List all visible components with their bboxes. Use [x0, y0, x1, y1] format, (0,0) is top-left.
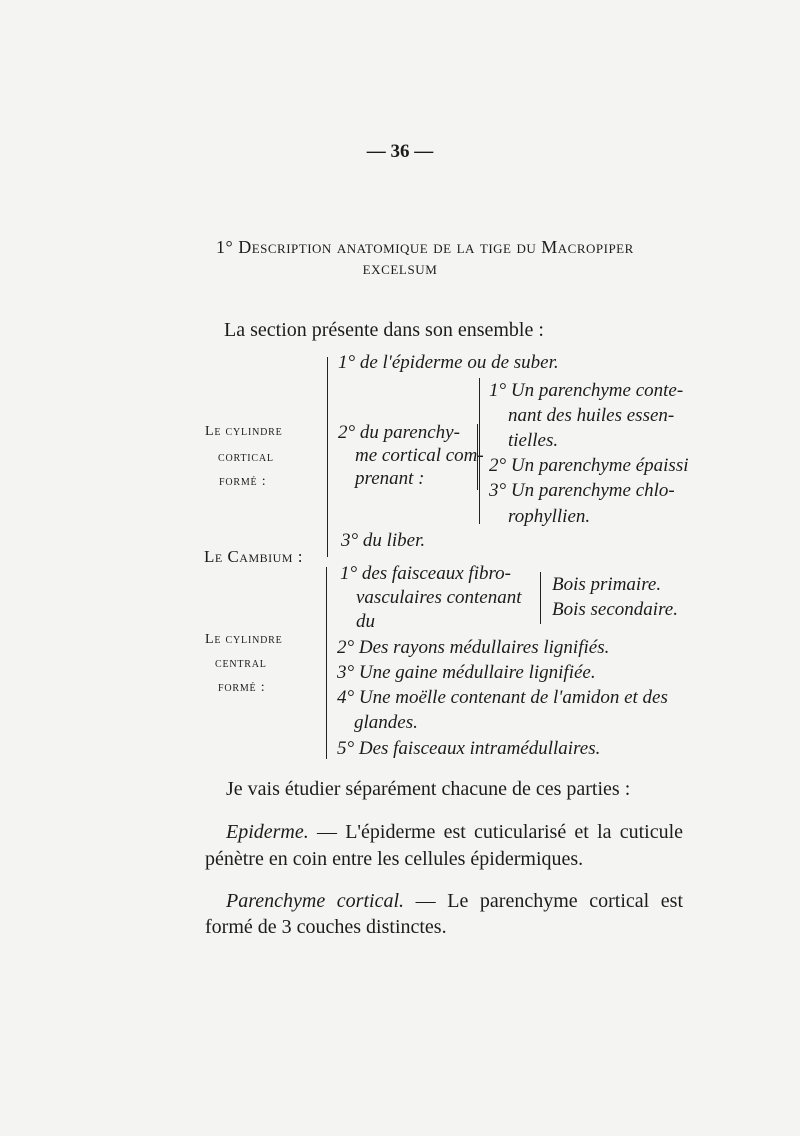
parenchyma-sub-3-line2: rophyllien.: [508, 506, 591, 527]
parenchyma-sub-1-line3: tielles.: [508, 430, 559, 451]
wood-secondary: Bois secondaire.: [552, 599, 678, 620]
section-heading: 1° Description anatomique de la tige du Macropiper: [216, 237, 634, 257]
cortical-brace: [327, 357, 332, 557]
central-item-4-line2: glandes.: [354, 712, 418, 733]
parenchyma-sub-1-line1: 1° Un parenchyme conte-: [489, 380, 684, 401]
cortical-label-line3: formé :: [219, 474, 267, 489]
central-item-1-line3: du: [356, 611, 375, 632]
parenchyma-brace-right: [473, 424, 478, 490]
parenchyme-text-1: — Le parenchyme cortical est: [415, 890, 684, 912]
cortical-label-line1: Le cylindre: [205, 424, 283, 439]
page-number: — 36 —: [366, 141, 434, 162]
cortical-item-2-line3: prenant :: [355, 468, 425, 489]
cortical-item-2-line2: me cortical com-: [355, 445, 484, 466]
epiderme-paragraph-line2: pénètre en coin entre les cellules épidermiques.: [205, 848, 584, 870]
epiderme-text-1: — L'épiderme est cuticularisé et la cuticule: [316, 821, 684, 843]
wood-brace: [540, 572, 545, 624]
section-heading-continued: EXCELSUM: [362, 262, 438, 277]
cambium-label: Le Cambium :: [204, 547, 303, 566]
intro-sentence: La section présente dans son ensemble :: [224, 319, 544, 341]
central-item-1-line2: vasculaires contenant: [356, 587, 522, 608]
cortical-item-1: 1° de l'épiderme ou de suber.: [338, 352, 559, 373]
parenchyme-paragraph-line1: [226, 890, 683, 913]
parenchyma-brace-left: [479, 378, 484, 524]
parenchyme-title: Parenchyme cortical.: [226, 890, 405, 912]
cortical-item-3: 3° du liber.: [341, 530, 426, 551]
epiderme-paragraph-line1: [226, 821, 683, 844]
central-item-3: 3° Une gaine médullaire lignifiée.: [337, 662, 596, 683]
parenchyma-sub-1-line2: nant des huiles essen-: [508, 405, 675, 426]
parenchyma-sub-3-line1: 3° Un parenchyme chlo-: [489, 480, 675, 501]
parenchyme-paragraph-line2: formé de 3 couches distinctes.: [205, 916, 447, 938]
central-label-line1: Le cylindre: [205, 632, 283, 647]
central-item-1-line1: 1° des faisceaux fibro-: [340, 563, 511, 584]
central-label-line2: central: [215, 656, 267, 671]
cortical-item-2-line1: 2° du parenchy-: [338, 422, 460, 443]
central-label-line3: formé :: [218, 680, 266, 695]
central-brace: [326, 567, 331, 759]
epiderme-title: Epiderme.: [226, 821, 309, 843]
parenchyma-sub-2: 2° Un parenchyme épaissi: [489, 455, 689, 476]
wood-primary: Bois primaire.: [552, 574, 662, 595]
central-item-2: 2° Des rayons médullaires lignifiés.: [337, 637, 610, 658]
central-item-5: 5° Des faisceaux intramédullaires.: [337, 738, 601, 759]
central-item-4-line1: 4° Une moëlle contenant de l'amidon et des: [337, 687, 668, 708]
study-sentence: Je vais étudier séparément chacune de ces parties :: [226, 778, 631, 800]
cortical-label-line2: cortical: [218, 450, 274, 465]
